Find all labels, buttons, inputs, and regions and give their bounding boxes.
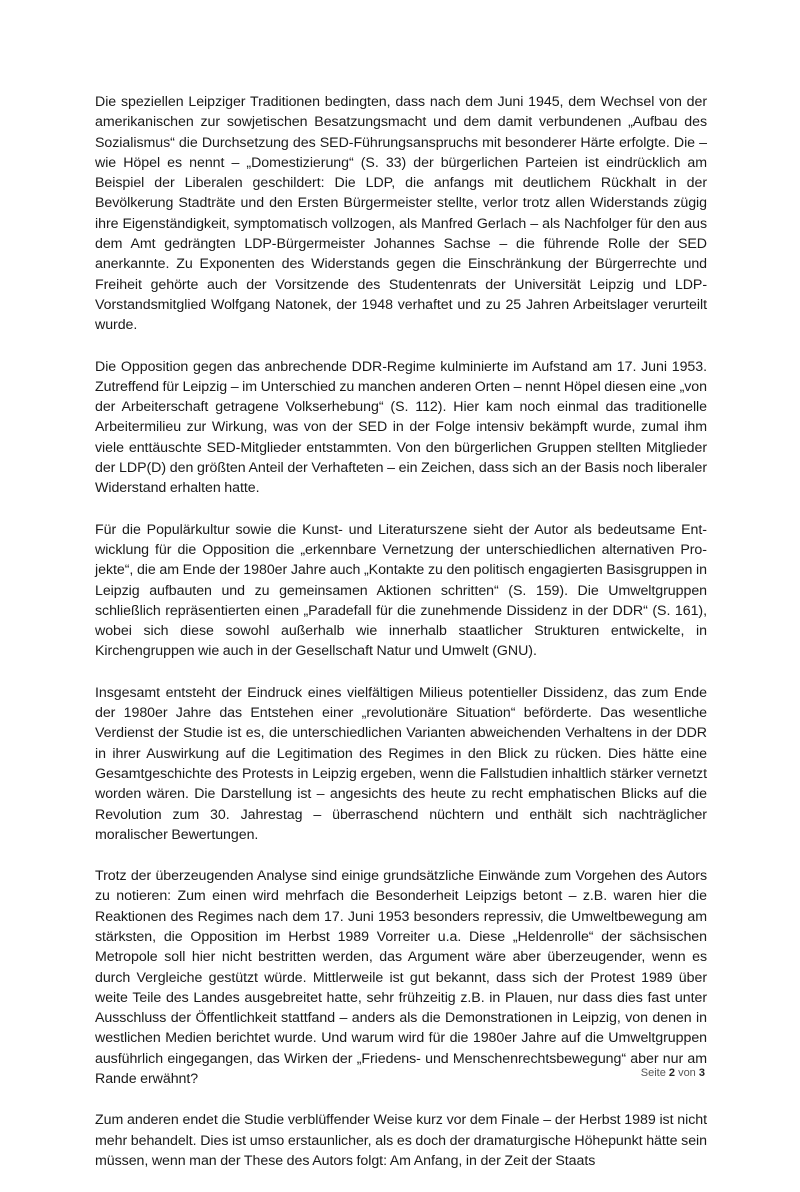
footer-separator: von — [678, 1067, 696, 1079]
current-page-number: 2 — [668, 1067, 675, 1079]
total-pages-number: 3 — [698, 1067, 705, 1079]
paragraph-overall-impression: Insgesamt entsteht der Eindruck eines vielfältigen Milieus potentieller Dissidenz, das zum Ende der 1980er Jahre das Entstehen einer „revolutionäre Situation“ beförderte. Das wesentliche Verdienst der Studie ist es, die unterschiedlichen Varianten abweichenden Verhaltens in der DDR in ihrer Auswirkung auf die Legitimation des Regimes in den Blick zu rücken. Dies hätte eine Gesamtgeschichte des Protests in Leipzig ergeben, wenn die Fallstudien inhaltlich stärker vernetzt worden wären. Die Darstellung ist – angesichts des heute zu recht emphatischen Blicks auf die Revolution zum 30. Jahrestag – überraschend nüchtern und enthält sich nachträglicher moralischer Bewertungen. — [95, 684, 707, 843]
page-footer — [641, 1067, 705, 1079]
paragraph-ending: Zum anderen endet die Studie verblüffender Weise kurz vor dem Finale – der Herbst 1989 ist nicht mehr behandelt. Dies ist umso erstaunlicher, als es doch der dramaturgische Höhepunkt hätte sein müssen, wenn man der These des Autors folgt: Am Anfang, in der Zeit der Staats — [95, 1112, 707, 1169]
paragraph-leipzig-traditions: Die speziellen Leipziger Traditionen bedingten, dass nach dem Juni 1945, dem Wechsel von der amerikanischen zur sowjetischen Besatzungsmacht und dem damit verbundenen „Aufbau des Sozialismus“ die Durchsetzung des SED-Führungsanspruchs mit besonderer Härte erfolgte. Die – wie Höpel es nennt – „Domestizierung“ (S. 33) der bürgerlichen Parteien ist eindrücklich am Beispiel der Liberalen geschildert: Die LDP, die anfangs mit deutlichem Rückhalt in der Bevölkerung Stadträte und den Ersten Bürgermeister stellte, verlor trotz allen Widerstands zügig ihre Eigenständigkeit, symptomatisch vollzogen, als Manfred Gerlach – als Nachfolger für den aus dem Amt gedrängten LDP-Bürgermeister Johannes Sachse – die führende Rolle der SED anerkannte. Zu Exponenten des Widerstands gegen die Einschränkung der Bürgerrechte und Freiheit gehörte auch der Vorsitzende des Studentenrats der Universität Leipzig und LDP-Vorstandsmitglied Wolfgang Natonek, der 1948 verhaftet und zu 25 Jahren Arbeitslager verurteilt wurde. — [95, 94, 707, 334]
paragraph-pop-culture: Für die Populärkultur sowie die Kunst- und Literaturszene sieht der Autor als bedeutsame Entwicklung für die Opposition die „erkennbare Vernetzung der unterschiedlichen alternativen Projekte“, die am Ende der 1980er Jahre auch „Kontakte zu den politisch engagierten Basisgruppen in Leipzig aufbauten und zu gemeinsamen Aktionen schritten“ (S. 159). Die Umweltgruppen schließlich repräsentierten einen „Paradefall für die zunehmende Dissidenz in der DDR“ (S. 161), wobei sich diese sowohl außerhalb wie innerhalb staatlicher Strukturen entwickelte, in Kirchengruppen wie auch in der Gesellschaft Natur und Umwelt (GNU). — [95, 521, 707, 660]
document-page — [95, 92, 707, 1192]
footer-prefix: Seite — [640, 1067, 666, 1079]
paragraph-opposition-1953: Die Opposition gegen das anbrechende DDR-Regime kulminierte im Aufstand am 17. Juni 1953. Zutreffend für Leipzig – im Unterschied zu manchen anderen Orten – nennt Höpel diesen eine „von der Arbeiterschaft getragene Volkserhebung“ (S. 112). Hier kam noch einmal das traditionelle Arbeitermilieu zur Wirkung, was von der SED in der Folge intensiv bekämpft wurde, zumal ihm viele enttäuschte SED-Mitglieder entstammten. Von den bürgerlichen Gruppen stellten Mitglieder der LDP(D) den größten Anteil der Verhafteten – ein Zeichen, dass sich an der Basis noch liberaler Widerstand erhalten hatte. — [95, 358, 707, 497]
paragraph-objections: Trotz der überzeugenden Analyse sind einige grundsätzliche Einwände zum Vorgehen des Autors zu notieren: Zum einen wird mehrfach die Besonderheit Leipzigs betont – z.B. waren hier die Reaktionen des Regimes nach dem 17. Juni 1953 besonders repressiv, die Umweltbewegung am stärksten, die Opposition im Herbst 1989 Vorreiter u.a. Diese „Heldenrolle“ der sächsischen Metropole soll hier nicht bestritten werden, das Argument wäre aber überzeugender, wenn es durch Vergleiche gestützt würde. Mittlerweile ist gut bekannt, dass sich der Protest 1989 über weite Teile des Landes ausgebreitet hatte, sehr frühzeitig z.B. in Plauen, nur dass dies fast unter Ausschluss der Öffentlichkeit stattfand – anders als die Demonstrationen in Leipzig, von denen in westlichen Medien berichtet wurde. Und warum wird für die 1980er Jahre auf die Umweltgruppen ausführlich eingegangen, das Wirken der „Friedens- und Menschenrechtsbewegung“ aber nur am Rande erwähnt? — [95, 868, 707, 1088]
